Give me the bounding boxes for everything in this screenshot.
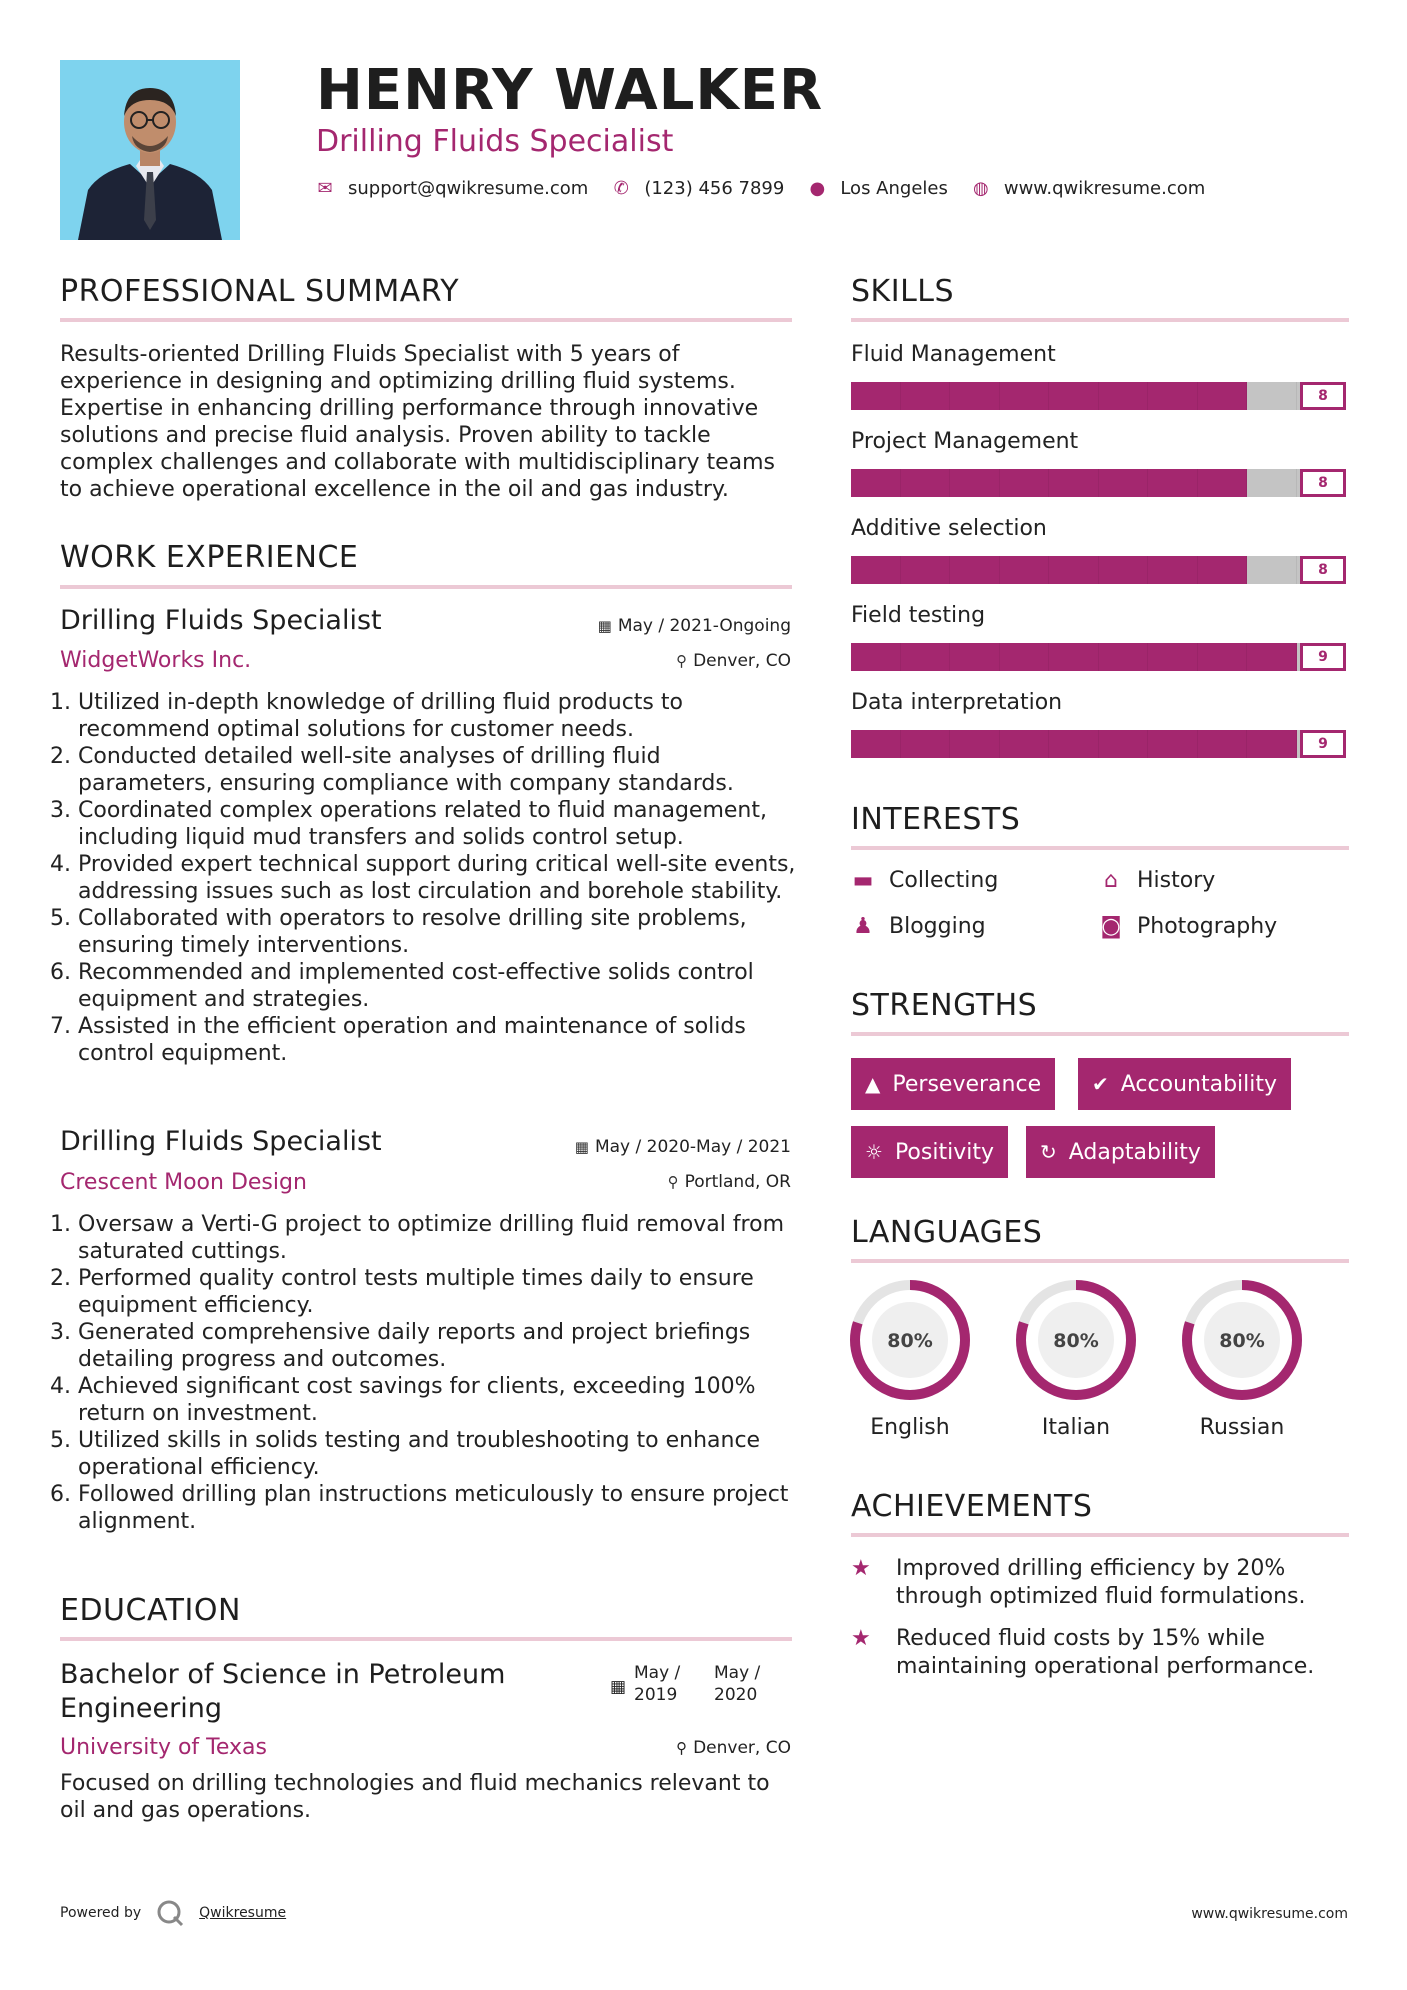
list-item: 5. Collaborated with operators to resolve drilling site problems, ensuring timely interventions. bbox=[50, 906, 747, 958]
list-item: 3. Coordinated complex operations related to fluid management, including liquid mud transfers and solids control setup. bbox=[50, 798, 767, 850]
achievement-item: ★ Improved drilling efficiency by 20% through optimized fluid formulations. bbox=[851, 1556, 1306, 1609]
candidate-role: Drilling Fluids Specialist bbox=[316, 124, 674, 159]
skill-bar-segment bbox=[950, 469, 1000, 497]
list-item: 7. Assisted in the efficient operation and maintenance of solids control equipment. bbox=[50, 1014, 746, 1066]
pin-icon: ⚲ bbox=[676, 1739, 688, 1757]
skill-bar-segment bbox=[1049, 382, 1099, 410]
camera-icon: ◙ bbox=[1100, 914, 1122, 939]
summary-text: Results-oriented Drilling Fluids Specialist with 5 years of experience in designing and optimizing drilling fluid systems. Expertise in enhancing drilling performance through innovative solutions and precise fluid analysis. Proven ability to tackle complex challenges and collaborate with multidisciplinary teams to achieve operational excellence in the oil and gas industry. bbox=[60, 342, 775, 502]
job-location-text: Denver, CO bbox=[693, 651, 791, 671]
job-title: Drilling Fluids Specialist bbox=[60, 1126, 382, 1157]
location-text: Los Angeles bbox=[840, 178, 948, 199]
edu-end-date: May / 2020 bbox=[714, 1663, 761, 1705]
skill-name: Project Management bbox=[851, 429, 1079, 454]
edu-description: Focused on drilling technologies and fluid mechanics relevant to oil and gas operations. bbox=[60, 1771, 770, 1823]
website-text: www.qwikresume.com bbox=[1003, 178, 1206, 199]
skill-name: Data interpretation bbox=[851, 690, 1063, 715]
list-item: 2. Performed quality control tests multiple times daily to ensure equipment efficiency. bbox=[50, 1266, 754, 1318]
skill-bar-segment bbox=[851, 469, 901, 497]
languages-heading: LANGUAGES bbox=[851, 1215, 1043, 1250]
skill-bar-segment bbox=[1000, 643, 1050, 671]
list-item: 4. Provided expert technical support during critical well-site events, addressing issues such as lost circulation and borehole stability. bbox=[50, 852, 796, 904]
skill-bar-segment bbox=[950, 382, 1000, 410]
job-date-text: May / 2020-May / 2021 bbox=[594, 1137, 791, 1157]
skill-bar-segment bbox=[1099, 469, 1149, 497]
person-portrait-icon bbox=[60, 60, 240, 240]
interest-item: ▬ Collecting bbox=[852, 868, 999, 893]
job-bullets bbox=[50, 1211, 800, 1535]
globe-icon: ◍ bbox=[972, 178, 989, 199]
list-item: 5. Utilized skills in solids testing and troubleshooting to enhance operational efficiency. bbox=[50, 1428, 761, 1480]
list-item: 1. Oversaw a Verti-G project to optimize drilling fluid removal from saturated cuttings. bbox=[50, 1212, 784, 1264]
strength-tag: ✔ Accountability bbox=[1078, 1058, 1291, 1110]
skill-name: Field testing bbox=[851, 603, 986, 628]
skill-bar-segment bbox=[1198, 469, 1248, 497]
skill-bar-segment bbox=[1049, 469, 1099, 497]
summary-divider bbox=[60, 318, 792, 322]
skill-level-badge: 9 bbox=[1300, 730, 1346, 758]
skill-bar-segment bbox=[1148, 469, 1198, 497]
road-icon: ▲ bbox=[865, 1072, 881, 1096]
skill-bar-segment bbox=[1247, 382, 1297, 410]
museum-icon: ⌂ bbox=[1104, 868, 1118, 893]
profile-photo bbox=[60, 60, 240, 240]
donut-percent-label: 80% bbox=[1219, 1330, 1265, 1352]
skill-bar-segment bbox=[1049, 556, 1099, 584]
contact-email[interactable] bbox=[316, 178, 588, 199]
education-heading: EDUCATION bbox=[60, 1593, 241, 1628]
skill-level-badge: 8 bbox=[1300, 556, 1346, 584]
skill-bar bbox=[851, 382, 1346, 410]
list-item: 3. Generated comprehensive daily reports and project briefings detailing progress and outcomes. bbox=[50, 1320, 751, 1372]
language-name: Russian bbox=[1199, 1415, 1285, 1440]
archive-icon: ▬ bbox=[852, 868, 874, 893]
language-gauge bbox=[1014, 1278, 1138, 1402]
email-text: support@qwikresume.com bbox=[348, 178, 589, 199]
skill-bar-segment bbox=[1148, 382, 1198, 410]
list-item: 4. Achieved significant cost savings for clients, exceeding 100% return on investment. bbox=[50, 1374, 756, 1426]
skill-bar-segment bbox=[851, 556, 901, 584]
edu-start-date: May / 2019 bbox=[634, 1663, 681, 1705]
donut-percent-label: 80% bbox=[887, 1330, 933, 1352]
star-icon: ★ bbox=[851, 1556, 871, 1581]
skill-bar-segment bbox=[1099, 643, 1149, 671]
skill-bar bbox=[851, 469, 1346, 497]
summary-heading: PROFESSIONAL SUMMARY bbox=[60, 274, 460, 309]
list-item: 1. Utilized in-depth knowledge of drilling fluid products to recommend optimal solutions for customer needs. bbox=[50, 690, 683, 742]
interest-item: ◙ Photography bbox=[1100, 914, 1278, 939]
language-donut bbox=[848, 1278, 972, 1402]
skill-bar-segment bbox=[901, 382, 951, 410]
skill-bar-segment bbox=[1000, 730, 1050, 758]
skill-level-badge: 8 bbox=[1300, 469, 1346, 497]
candidate-name: HENRY WALKER bbox=[316, 58, 824, 123]
experience-heading: WORK EXPERIENCE bbox=[60, 540, 359, 575]
skill-bar-segment bbox=[851, 730, 901, 758]
languages-divider bbox=[851, 1259, 1349, 1263]
school-name: University of Texas bbox=[60, 1735, 267, 1760]
achievements-divider bbox=[851, 1533, 1349, 1537]
achievements-heading: ACHIEVEMENTS bbox=[851, 1489, 1093, 1524]
job-date-text: May / 2021-Ongoing bbox=[617, 616, 791, 636]
skill-bar-segment bbox=[1099, 730, 1149, 758]
calendar-icon: ▦ bbox=[597, 617, 612, 635]
skill-bar-segment bbox=[1148, 643, 1198, 671]
skill-bar-segment bbox=[950, 556, 1000, 584]
achievement-item: ★ Reduced fluid costs by 15% while maintaining operational performance. bbox=[851, 1626, 1315, 1679]
interests-divider bbox=[851, 846, 1349, 850]
calendar-icon: ▦ bbox=[574, 1138, 589, 1156]
pin-icon: ⚲ bbox=[667, 1173, 679, 1191]
edu-location: ⚲ Denver, CO bbox=[676, 1738, 791, 1758]
language-gauge bbox=[848, 1278, 972, 1402]
skill-bar-segment bbox=[1000, 382, 1050, 410]
envelope-icon: ✉ bbox=[317, 178, 333, 199]
experience-divider bbox=[60, 585, 792, 589]
strengths-heading: STRENGTHS bbox=[851, 988, 1038, 1023]
education-divider bbox=[60, 1637, 792, 1641]
skill-bar-segment bbox=[851, 382, 901, 410]
skill-bar-segment bbox=[1198, 382, 1248, 410]
skill-bar-segment bbox=[1049, 643, 1099, 671]
job-company: WidgetWorks Inc. bbox=[60, 648, 252, 673]
pin-icon: ⚲ bbox=[676, 652, 688, 670]
skill-bar-segment bbox=[1000, 556, 1050, 584]
job-date bbox=[575, 1137, 791, 1157]
skill-bar bbox=[851, 730, 1346, 758]
skill-bar-segment bbox=[851, 643, 901, 671]
contact-location bbox=[808, 178, 948, 199]
skill-bar-segment bbox=[1099, 556, 1149, 584]
qwikresume-link[interactable]: Qwikresume bbox=[199, 1905, 287, 1921]
language-name: English bbox=[870, 1415, 950, 1440]
star-icon: ★ bbox=[851, 1626, 871, 1651]
strength-tag: ▲ Perseverance bbox=[851, 1058, 1055, 1110]
skill-bar bbox=[851, 556, 1346, 584]
phone-icon: ✆ bbox=[613, 178, 629, 199]
calendar-icon: ▦ bbox=[610, 1677, 627, 1697]
skill-bar-segment bbox=[901, 730, 951, 758]
language-gauge bbox=[1180, 1278, 1304, 1402]
list-item: 2. Conducted detailed well-site analyses of drilling fluid parameters, ensuring compliance with company standards. bbox=[50, 744, 734, 796]
skill-bar-segment bbox=[1049, 730, 1099, 758]
contact-bar bbox=[316, 178, 1229, 199]
interest-item: ♟ Blogging bbox=[851, 914, 986, 939]
interests-heading: INTERESTS bbox=[851, 802, 1021, 837]
strength-tag: ☼ Positivity bbox=[851, 1126, 1008, 1178]
job-date bbox=[598, 616, 791, 636]
skill-level-badge: 9 bbox=[1300, 643, 1346, 671]
qwikresume-logo-icon bbox=[155, 1898, 185, 1928]
contact-website[interactable] bbox=[972, 178, 1205, 199]
skill-bar-segment bbox=[950, 643, 1000, 671]
check-circle-icon: ✔ bbox=[1092, 1072, 1109, 1096]
skill-level-badge: 8 bbox=[1300, 382, 1346, 410]
skill-name: Fluid Management bbox=[851, 342, 1056, 367]
list-item: 6. Followed drilling plan instructions meticulously to ensure project alignment. bbox=[50, 1482, 789, 1534]
skill-bar-segment bbox=[1148, 730, 1198, 758]
skill-bar-segment bbox=[1247, 643, 1297, 671]
degree-title: Bachelor of Science in Petroleum Engineering bbox=[60, 1659, 506, 1724]
job-bullets bbox=[50, 689, 800, 1067]
skill-bar-segment bbox=[1247, 556, 1297, 584]
refresh-icon: ↻ bbox=[1040, 1140, 1057, 1164]
job-company: Crescent Moon Design bbox=[60, 1170, 307, 1195]
footer-powered-by: Powered by Qwikresume bbox=[60, 1898, 286, 1928]
skill-bar-segment bbox=[950, 730, 1000, 758]
job-location-text: Portland, OR bbox=[684, 1172, 791, 1192]
skill-bar-segment bbox=[1247, 469, 1297, 497]
skills-heading: SKILLS bbox=[851, 274, 955, 309]
skills-divider bbox=[851, 318, 1349, 322]
skill-bar-segment bbox=[1198, 643, 1248, 671]
phone-text: (123) 456 7899 bbox=[644, 178, 785, 199]
job-location bbox=[668, 1172, 791, 1192]
strengths-divider bbox=[851, 1032, 1349, 1036]
map-pin-icon: ● bbox=[809, 178, 826, 199]
job-title: Drilling Fluids Specialist bbox=[60, 605, 382, 636]
job-location bbox=[676, 651, 791, 671]
skill-bar-segment bbox=[1000, 469, 1050, 497]
interest-item: ⌂ History bbox=[1099, 868, 1215, 893]
skill-bar-segment bbox=[1198, 556, 1248, 584]
language-name: Italian bbox=[1041, 1415, 1111, 1440]
contact-phone[interactable] bbox=[612, 178, 784, 199]
users-icon: ♟ bbox=[853, 914, 873, 939]
skill-bar-segment bbox=[1099, 382, 1149, 410]
skill-bar-segment bbox=[1148, 556, 1198, 584]
language-donut bbox=[1014, 1278, 1138, 1402]
skill-bar-segment bbox=[901, 556, 951, 584]
skill-bar bbox=[851, 643, 1346, 671]
skill-bar-segment bbox=[1247, 730, 1297, 758]
strength-tag: ↻ Adaptability bbox=[1026, 1126, 1215, 1178]
skill-bar-segment bbox=[901, 643, 951, 671]
sun-icon: ☼ bbox=[865, 1140, 883, 1164]
language-donut bbox=[1180, 1278, 1304, 1402]
donut-percent-label: 80% bbox=[1053, 1330, 1099, 1352]
list-item: 6. Recommended and implemented cost-effective solids control equipment and strategies. bbox=[50, 960, 754, 1012]
skill-bar-segment bbox=[901, 469, 951, 497]
skill-name: Additive selection bbox=[851, 516, 1047, 541]
skill-bar-segment bbox=[1198, 730, 1248, 758]
footer-website[interactable]: www.qwikresume.com bbox=[1191, 1906, 1348, 1922]
